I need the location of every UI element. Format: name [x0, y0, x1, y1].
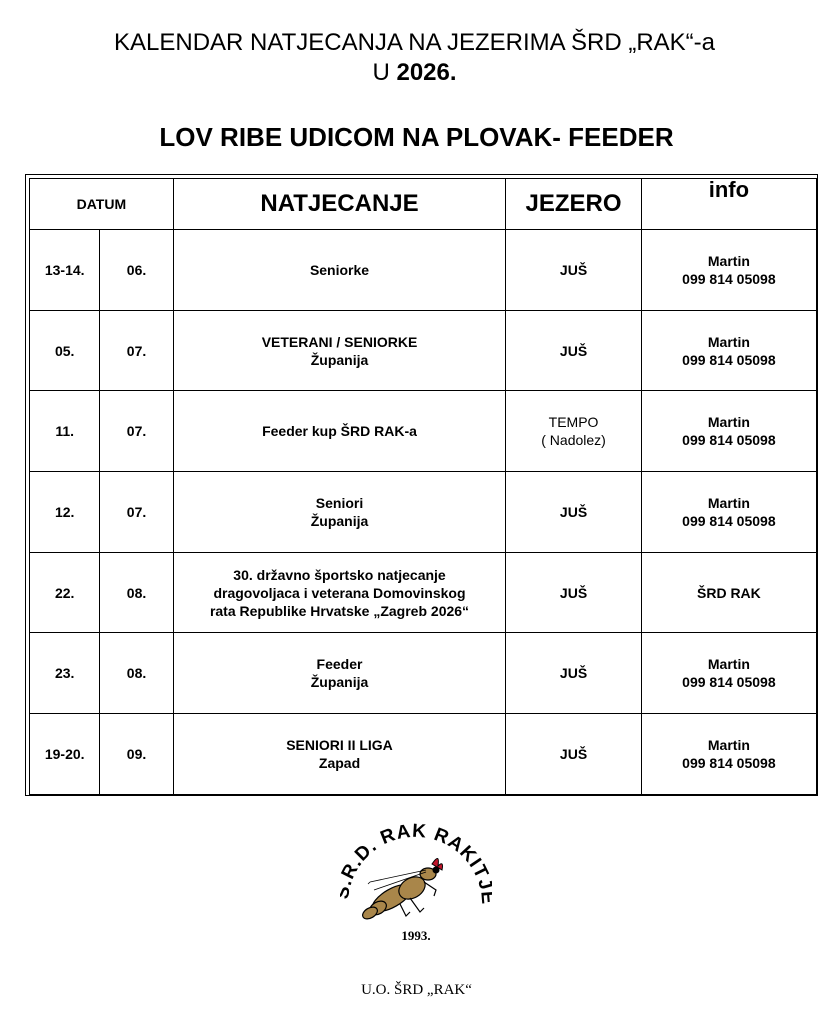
footer-signature: U.O. ŠRD „RAK“ [361, 982, 472, 998]
cell-event-line: dragovoljaca i veterana Domovinskog [213, 584, 466, 601]
cell-lake [506, 310, 641, 391]
cell-info [641, 230, 816, 311]
cell-lake [506, 230, 641, 311]
cell-lake-line: JUŠ [559, 503, 588, 520]
cell-info-line: 099 814 05098 [682, 512, 776, 529]
cell-info-line: 099 814 05098 [682, 674, 776, 691]
title-line-1: KALENDAR NATJECANJA NA JEZERIMA ŠRD „RAK“-a [113, 29, 715, 56]
document-title [0, 28, 829, 88]
cell-event-line: rata Republike Hrvatske „Zagreb 2026“ [209, 602, 470, 619]
cell-lake [506, 472, 641, 553]
logo-year: 1993. [401, 928, 431, 943]
cell-lake-line: TEMPO [548, 414, 599, 431]
cell-lake [506, 391, 641, 472]
cell-info [641, 391, 816, 472]
cell-event [173, 391, 506, 472]
cell-info [641, 310, 816, 391]
cell-event-line: Seniorke [309, 261, 370, 278]
cell-month: 07. [100, 472, 173, 553]
cell-day: 13-14. [30, 230, 100, 311]
cell-event [173, 633, 506, 714]
cell-day: 05. [30, 310, 100, 391]
cell-info-line: Martin [707, 252, 750, 269]
cell-event-line: Županija [310, 351, 369, 368]
cell-info-line: ŠRD RAK [697, 584, 761, 601]
cell-info-line: 099 814 05098 [682, 351, 776, 368]
cell-info [641, 714, 816, 795]
club-logo [340, 812, 492, 947]
title-line-2: U 2026. [372, 59, 457, 86]
header-jezero: JEZERO [506, 179, 641, 230]
table-row [30, 552, 817, 633]
cell-month: 06. [100, 230, 173, 311]
cell-event-line: Feeder [316, 656, 363, 673]
cell-month: 07. [100, 310, 173, 391]
cell-info [641, 633, 816, 714]
cell-day: 12. [30, 472, 100, 553]
cell-event [173, 310, 506, 391]
cell-info [641, 472, 816, 553]
cell-lake-line: JUŠ [559, 745, 588, 762]
cell-month: 09. [100, 714, 173, 795]
crayfish-logo-graphic [340, 812, 492, 947]
cell-day: 19-20. [30, 714, 100, 795]
cell-event-line: SENIORI II LIGA [286, 736, 393, 753]
schedule-table [29, 178, 817, 795]
cell-lake [506, 552, 641, 633]
cell-info-line: 099 814 05098 [682, 754, 776, 771]
document-subtitle: LOV RIBE UDICOM NA PLOVAK- FEEDER [159, 122, 674, 152]
table-row [30, 310, 817, 391]
header-natjecanje: NATJECANJE [173, 179, 506, 230]
cell-month: 08. [100, 633, 173, 714]
cell-lake-line: JUŠ [559, 342, 588, 359]
table-row [30, 472, 817, 553]
cell-info-line: Martin [707, 736, 750, 753]
logo-arc-text: R.D. RAK RAKIT [340, 820, 492, 883]
cell-event-line: VETERANI / SENIORKE [261, 333, 418, 350]
cell-info-line: Martin [707, 333, 750, 350]
cell-info-line: Martin [707, 656, 750, 673]
table-row [30, 714, 817, 795]
header-datum: DATUM [30, 179, 174, 230]
cell-event-line: 30. državno športsko natjecanje [233, 566, 446, 583]
cell-day: 23. [30, 633, 100, 714]
cell-day: 22. [30, 552, 100, 633]
cell-info-line: 099 814 05098 [682, 432, 776, 449]
cell-info-line: Martin [707, 494, 750, 511]
header-info: info [641, 179, 816, 230]
table-header-row [30, 179, 817, 230]
cell-lake-line: JUŠ [559, 584, 588, 601]
cell-event [173, 714, 506, 795]
cell-event-line: Seniori [315, 494, 364, 511]
cell-event-line: Županija [310, 674, 369, 691]
cell-event-line: Feeder kup ŠRD RAK-a [262, 423, 417, 440]
cell-lake [506, 633, 641, 714]
cell-event-line: Županija [310, 512, 369, 529]
cell-event [173, 552, 506, 633]
cell-month: 07. [100, 391, 173, 472]
cell-event [173, 472, 506, 553]
table-row [30, 230, 817, 311]
table-row [30, 633, 817, 714]
cell-info [641, 552, 816, 633]
title-year: 2026. [396, 59, 457, 86]
table-row [30, 391, 817, 472]
cell-info-line: 099 814 05098 [682, 270, 776, 287]
cell-lake-line: JUŠ [559, 665, 588, 682]
cell-lake-line: JUŠ [559, 261, 588, 278]
cell-day: 11. [30, 391, 100, 472]
schedule-table-frame [25, 174, 818, 796]
cell-month: 08. [100, 552, 173, 633]
cell-lake [506, 714, 641, 795]
cell-info-line: Martin [707, 414, 750, 431]
cell-event-line: Zapad [318, 754, 361, 771]
cell-lake-line: ( Nadolez) [541, 432, 606, 449]
cell-event [173, 230, 506, 311]
